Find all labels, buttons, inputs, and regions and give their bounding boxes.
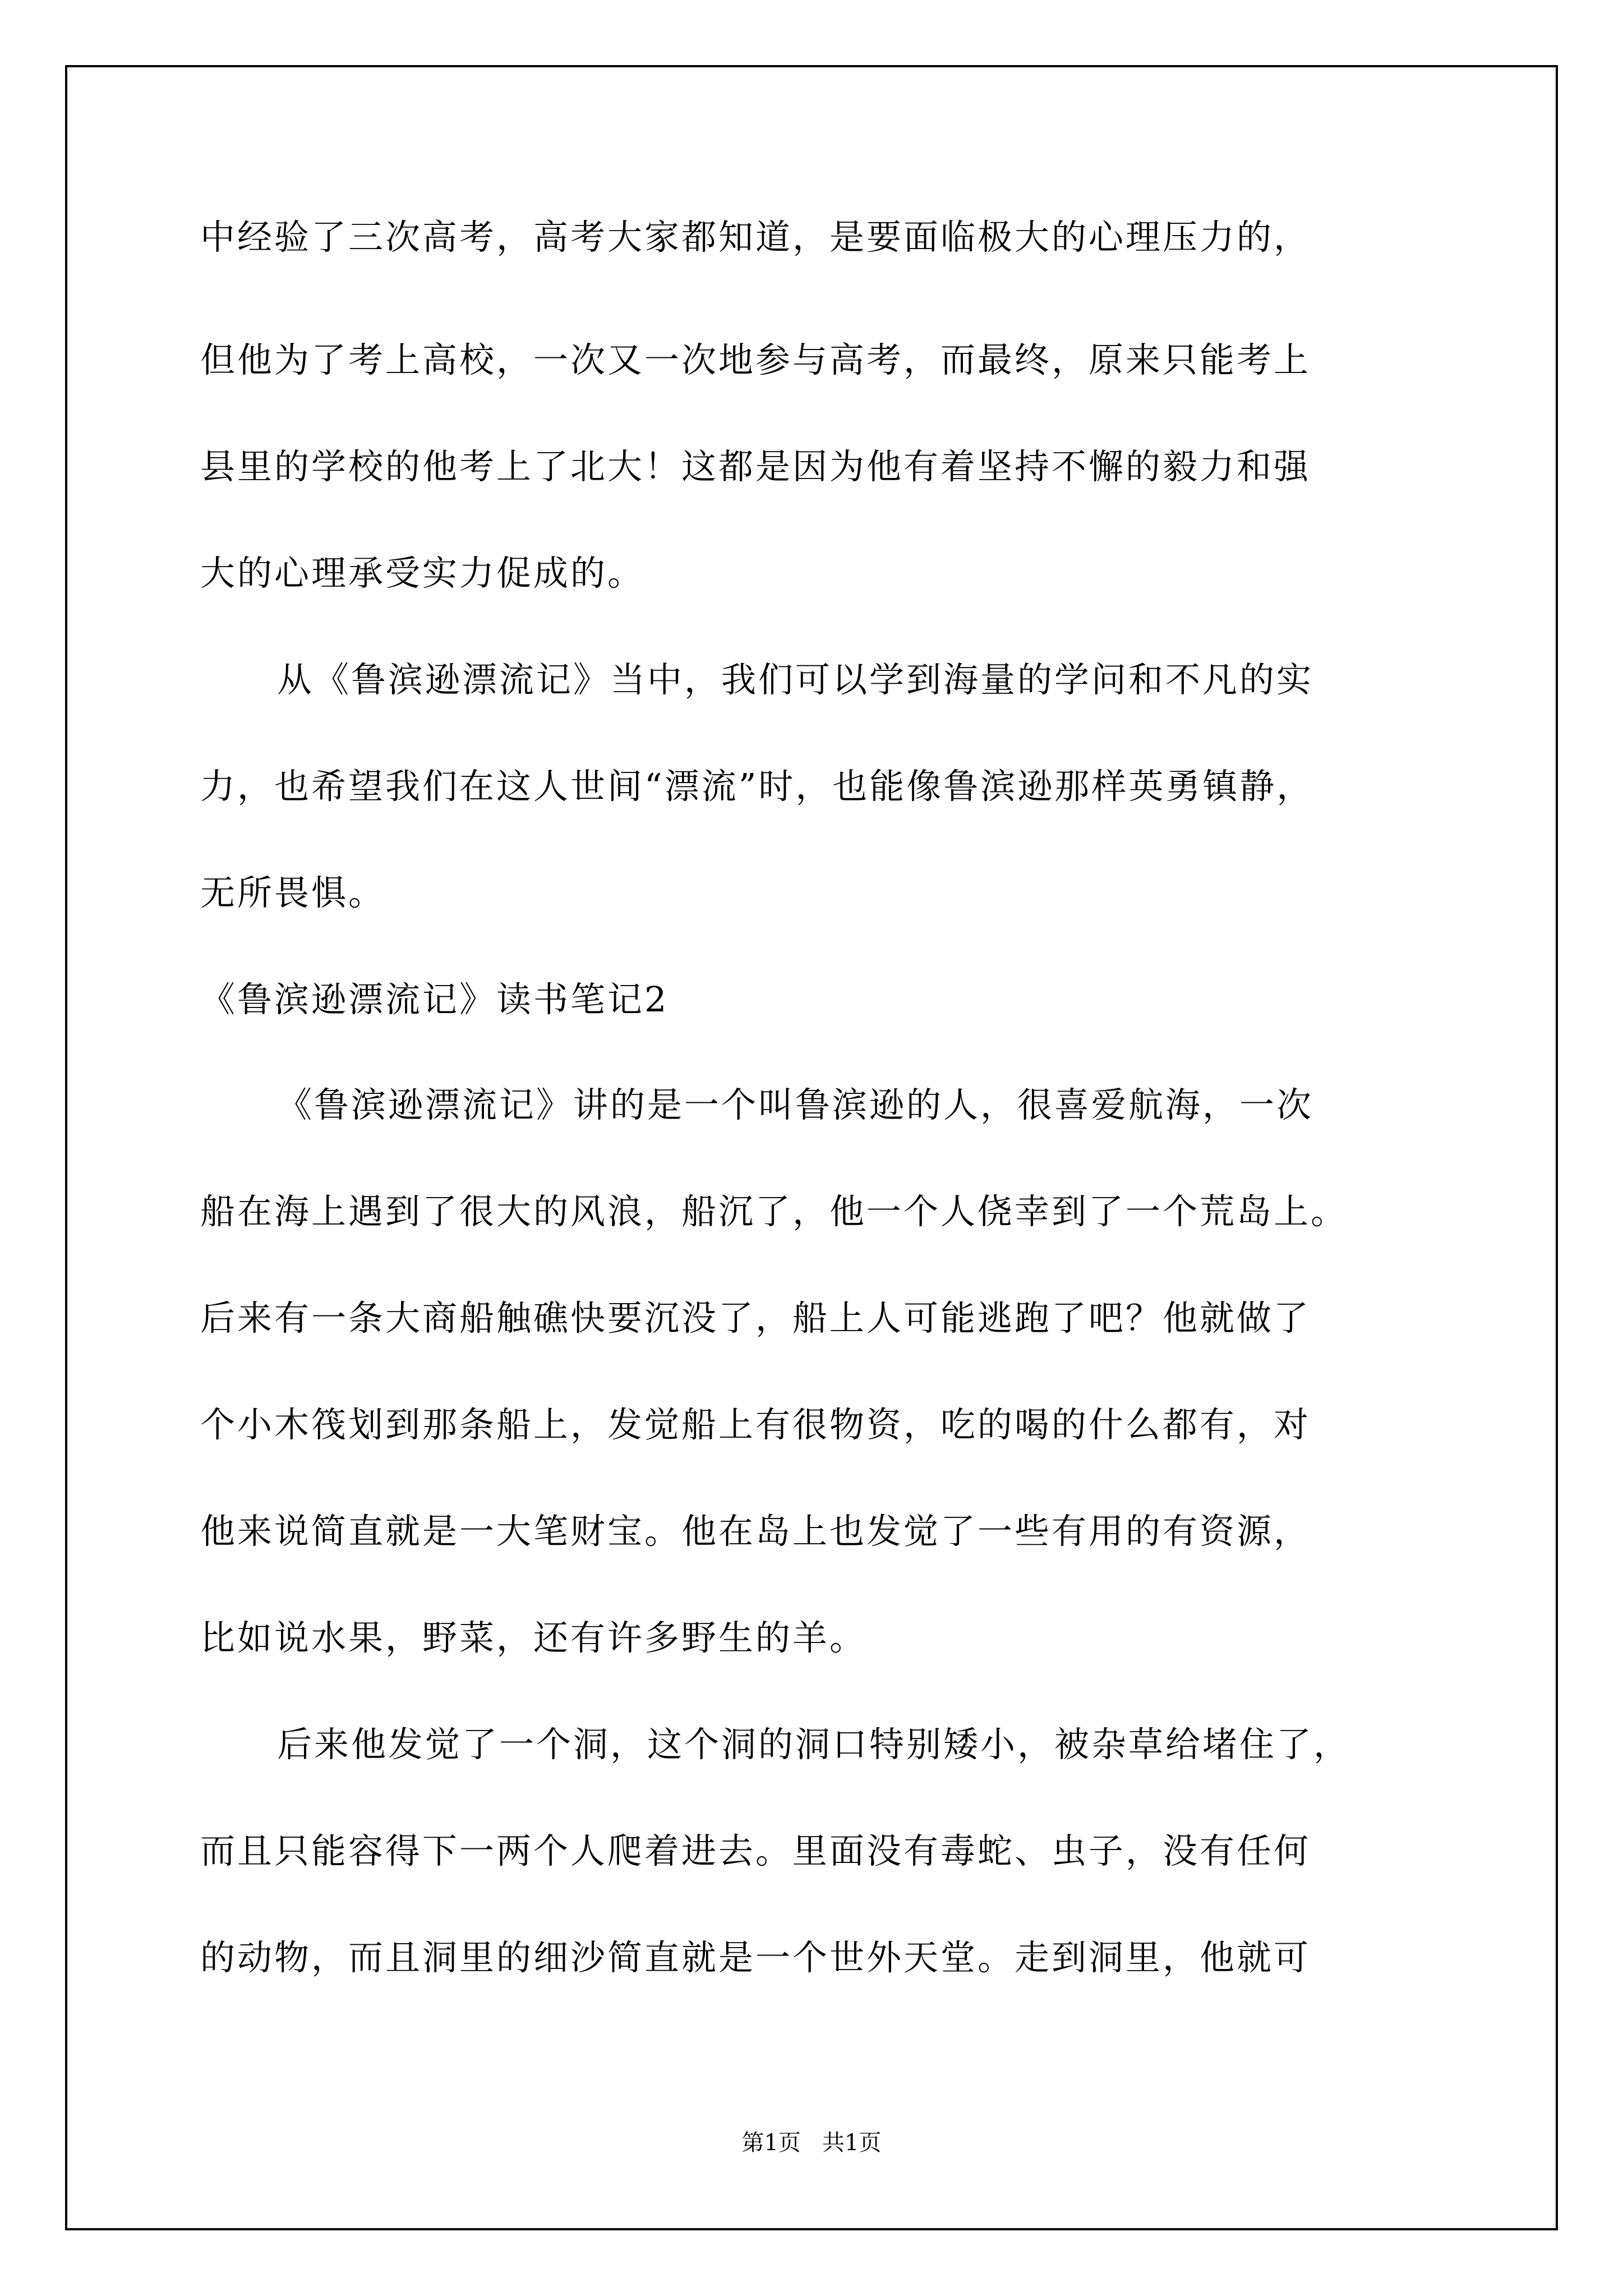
text-line: 但他为了考上高校，一次又一次地参与高考，而最终，原来只能考上 [200,339,1311,380]
text-line: 他来说简直就是一大笔财宝。他在岛上也发觉了一些有用的有资源， [200,1511,1311,1552]
text-line: 无所畏惧。 [200,872,386,913]
text-line: 而且只能容得下一两个人爬着进去。里面没有毒蛇、虫子，没有任何 [200,1830,1311,1871]
section-heading: 《鲁滨逊漂流记》读书笔记2 [200,979,669,1020]
text-line: 船在海上遇到了很大的风浪，船沉了，他一个人侥幸到了一个荒岛上。 [200,1191,1348,1232]
paragraph-start-line: 《鲁滨逊漂流记》讲的是一个叫鲁滨逊的人，很喜爱航海，一次 [277,1084,1314,1125]
text-line: 大的心理承受实力促成的。 [200,553,645,593]
text-line: 的动物，而且洞里的细沙简直就是一个世外天堂。走到洞里，他就可 [200,1937,1311,1978]
paragraph-start-line: 从《鲁滨逊漂流记》当中，我们可以学到海量的学问和不凡的实 [277,659,1314,700]
page-footer: 第1页 共1页 [741,2130,882,2156]
text-line: 县里的学校的他考上了北大！这都是因为他有着坚持不懈的毅力和强 [200,446,1311,487]
page-border [65,65,1558,2230]
text-line: 比如说水果，野菜，还有许多野生的羊。 [200,1617,867,1658]
text-line: 后来有一条大商船触礁快要沉没了，船上人可能逃跑了吧？他就做了 [200,1297,1311,1338]
paragraph-start-line: 后来他发觉了一个洞，这个洞的洞口特别矮小，被杂草给堵住了， [277,1724,1351,1765]
text-line: 力，也希望我们在这人世间“漂流”时，也能像鲁滨逊那样英勇镇静， [200,766,1314,807]
text-line: 中经验了三次高考，高考大家都知道，是要面临极大的心理压力的， [200,217,1311,257]
text-line: 个小木筏划到那条船上，发觉船上有很物资，吃的喝的什么都有，对 [200,1404,1311,1445]
